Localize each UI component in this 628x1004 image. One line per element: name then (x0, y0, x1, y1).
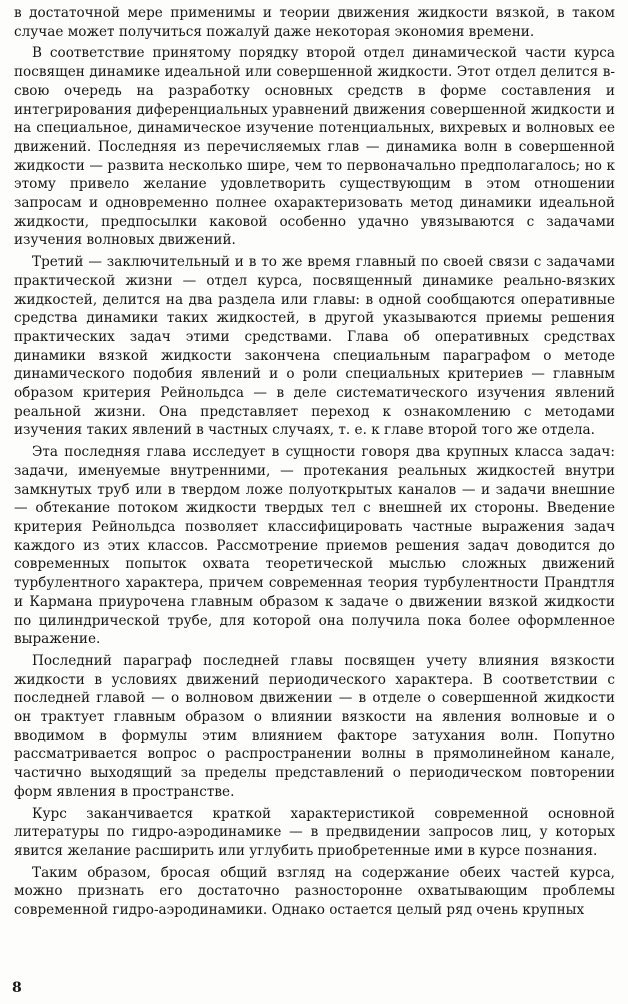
paragraph-third-section: Третий — заключительный и в то же время главный по своей связи с задачами практической жизни — отдел курса, посвященный динамике реально-вязких жидкостей, делится на два раздела или главы: в одной сообщаются оперативные средства динамики таких жидкостей, в другой указываются приемы решения практических задач этими средствами. Глава об оперативных средствах динамики вязкой жидкости закончена специальным параграфом о методе динамического подобия явлений и о роли специальных критериев — главным образом критерия Рейнольдса — в деле систематического изучения явлений реальной жизни. Она представляет переход к ознакомлению с методами изучения таких явлений в частных случаях, т. е. к главе второй того же отдела. (14, 254, 615, 439)
page-number: 8 (12, 980, 22, 996)
paragraph-summary: Таким образом, бросая общий взгляд на содержание обеих частей курса, можно признать его достаточно разносторонне охватывающим проблемы современной гидро-аэродинамики. Однако остается целый ряд очень крупных (14, 864, 615, 919)
paragraph-literature: Курс заканчивается краткой характеристикой современной основной литературы по гидро-аэродинамике — в предвидении запросов лиц, у которых явится желание расширить или углубить приобретенные ими в курсе познания. (14, 805, 615, 859)
paragraph-last-section: Последний параграф последней главы посвящен учету влияния вязкости жидкости в условиях движений периодического характера. В соответствии с последней главой — о волновом движении — в отделе о совершенной жидкости он трактует главным образом о влиянии вязкости на явления волновые и о вводимом в формулы этим влиянием факторе затухания волн. Попутно рассматривается вопрос о распространении волны в прямолинейном канале, частично выходящий за пределы представлений о периодическом повторении форм явления в пространстве. (14, 652, 615, 800)
paragraph-chapter-problems: Эта последняя глава исследует в сущности говоря два крупных класса задач: задачи, именуемые внутренними, — протекания реальных жидкостей внутри замкнутых труб или в твердом ложе полуоткрытых каналов — и задачи внешние — обтекание потоком жидкости твердых тел с внешней их стороны. Введение критерия Рейнольдса позволяет классифицировать частные выражения задач каждого из этих классов. Рассмотрение приемов решения задач доводится до современных попыток охвата теоретической мыслью сложных движений турбулентного характера, причем современная теория турбулентности Прандтля и Кармана приурочена главным образом к задаче о движении вязкой жидкости по цилиндрической трубе, для которой она получила пока более оформленное выражение. (14, 444, 615, 648)
paragraph-second-section: В соответствие принятому порядку второй отдел динамической части курса посвящен динамике идеальной или совершенной жидкости. Этот отдел делится в-свою очередь на разработку основных средств в форме составления и интегрирования диференциальных уравнений движения совершенной жидкости и на специальное, динамическое изучение потенциальных, вихревых и волновых ее движений. Последняя из перечисляемых глав — динамика волн в совершенной жидкости — развита несколько шире, чем то первоначально предполагалось; но к этому привело желание удовлетворить существующим в этом отношении запросам и одновременно полнее охарактеризовать метод динамики идеальной жидкости, предпосылки каковой особенно удачно увязываются с задачами изучения волновых движений. (14, 45, 615, 249)
body-text (14, 4, 615, 923)
paragraph-continuation: в достаточной мере применимы и теории движения жидкости вязкой, в таком случае может получиться пожалуй даже некоторая экономия времени. (14, 5, 615, 40)
